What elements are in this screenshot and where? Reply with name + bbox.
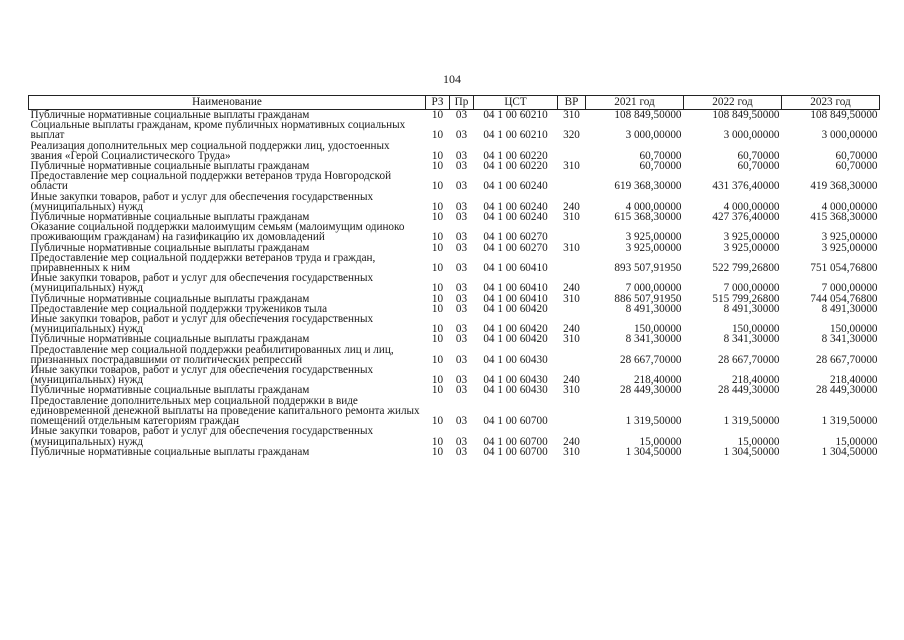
row-pr-cell: 03 — [455, 374, 468, 387]
table-row — [29, 171, 880, 191]
header-2022: 2022 год — [684, 96, 782, 110]
row-name-cell: Иные закупки товаров, работ и услуг для обеспечения государственных (муниципальных) нужд — [30, 425, 374, 448]
row-2022-cell: 150,00000 — [731, 323, 780, 336]
row-2021-cell: 28 449,30000 — [619, 384, 682, 397]
row-2021-cell: 3 925,00000 — [625, 231, 682, 244]
row-2021-cell: 615 368,30000 — [614, 211, 682, 224]
row-name-cell: Публичные нормативные социальные выплаты гражданам — [30, 241, 310, 254]
row-rz-cell: 10 — [431, 323, 444, 336]
row-2023-cell: 150,00000 — [829, 323, 878, 336]
row-rz-cell: 10 — [431, 129, 444, 142]
row-cst-cell: 04 1 00 60410 — [483, 282, 548, 295]
row-2022-cell: 3 925,00000 — [723, 231, 780, 244]
row-cst-cell: 04 1 00 60420 — [483, 323, 548, 336]
table-row — [29, 345, 880, 365]
row-pr-cell: 03 — [455, 333, 468, 346]
row-2021-cell: 60,70000 — [639, 160, 682, 173]
row-2022-cell: 60,70000 — [737, 149, 780, 162]
row-2023-cell: 1 319,50000 — [821, 415, 878, 428]
row-2021-cell: 1 319,50000 — [625, 415, 682, 428]
row-vr-cell — [558, 304, 586, 314]
row-2021-cell: 150,00000 — [633, 323, 682, 336]
row-vr-cell: 240 — [563, 323, 580, 336]
row-rz-cell: 10 — [431, 435, 444, 448]
row-name-cell: Иные закупки товаров, работ и услуг для обеспечения государственных (муниципальных) нужд — [30, 272, 374, 295]
row-pr-cell: 03 — [455, 149, 468, 162]
row-2021-cell: 7 000,00000 — [625, 282, 682, 295]
row-2021-cell: 619 368,30000 — [614, 180, 682, 193]
row-2022-cell: 1 304,50000 — [723, 445, 780, 458]
row-2023-cell: 3 925,00000 — [821, 241, 878, 254]
row-cst-cell: 04 1 00 60270 — [483, 241, 548, 254]
row-2023-cell: 744 054,76800 — [810, 292, 878, 305]
row-name-cell: Публичные нормативные социальные выплаты гражданам — [30, 445, 310, 458]
row-pr-cell: 03 — [455, 129, 468, 142]
header-name: Наименование — [29, 96, 426, 110]
row-name-cell: Предоставление дополнительных мер социальной поддержки в виде единовременной денежной выплаты на проведение капитального ремонта жилых помещений отдельным категориям граждан — [30, 394, 420, 428]
row-rz-cell: 10 — [431, 353, 444, 366]
page-number: 104 — [443, 72, 461, 86]
row-vr-cell: 240 — [563, 374, 580, 387]
row-2022-cell: 8 341,30000 — [723, 333, 780, 346]
row-pr-cell: 03 — [455, 302, 468, 315]
table-row — [29, 222, 880, 242]
row-2022-cell: 3 925,00000 — [723, 241, 780, 254]
row-pr-cell: 03 — [455, 435, 468, 448]
row-pr-cell: 03 — [455, 445, 468, 458]
row-2022-cell: 8 491,30000 — [723, 302, 780, 315]
row-2023-cell: 3 000,00000 — [821, 129, 878, 142]
row-name-cell: Публичные нормативные социальные выплаты гражданам — [30, 211, 310, 224]
row-cst-cell: 04 1 00 60270 — [483, 231, 548, 244]
row-name-cell: Реализация дополнительных мер социальной поддержки лиц, удостоенных звания «Герой Социалистического Труда» — [30, 139, 390, 162]
row-2021-cell: 8 491,30000 — [625, 302, 682, 315]
row-rz-cell: 10 — [431, 200, 444, 213]
row-name-cell: Предоставление мер социальной поддержки ветеранов труда Новгородской области — [30, 170, 392, 193]
row-rz-cell: 10 — [431, 231, 444, 244]
row-2022-cell: 28 449,30000 — [717, 384, 780, 397]
row-vr-cell — [558, 253, 586, 273]
row-2021-cell: 218,40000 — [633, 374, 682, 387]
table-row — [29, 314, 880, 334]
row-vr-cell — [558, 345, 586, 365]
row-name-cell: Оказание социальной поддержки малоимущим семьям (малоимущим одиноко проживающим гражданам) на газификацию их домовладений — [30, 221, 405, 244]
row-2023-cell: 415 368,30000 — [810, 211, 878, 224]
row-vr-cell: 240 — [563, 200, 580, 213]
row-pr-cell: 03 — [455, 262, 468, 275]
row-2022-cell: 4 000,00000 — [723, 200, 780, 213]
row-2021-cell: 60,70000 — [639, 149, 682, 162]
row-2023-cell: 419 368,30000 — [810, 180, 878, 193]
row-pr-cell: 03 — [455, 384, 468, 397]
table-row — [29, 120, 880, 140]
row-rz-cell: 10 — [431, 160, 444, 173]
row-2021-cell: 28 667,70000 — [619, 353, 682, 366]
row-vr-cell: 310 — [563, 333, 580, 346]
row-2023-cell: 28 449,30000 — [815, 384, 878, 397]
row-cst-cell: 04 1 00 60420 — [483, 302, 548, 315]
row-2021-cell: 1 304,50000 — [625, 445, 682, 458]
row-2022-cell: 431 376,40000 — [712, 180, 780, 193]
row-2023-cell: 60,70000 — [835, 160, 878, 173]
row-pr-cell: 03 — [455, 323, 468, 336]
row-rz-cell: 10 — [431, 262, 444, 275]
row-name-cell: Предоставление мер социальной поддержки реабилитированных лиц и лиц, признанных пострадавшими от политических репрессий — [30, 343, 394, 366]
header-2021: 2021 год — [586, 96, 684, 110]
row-2021-cell: 8 341,30000 — [625, 333, 682, 346]
row-2021-cell: 3 925,00000 — [625, 241, 682, 254]
row-cst-cell: 04 1 00 60430 — [483, 384, 548, 397]
row-name-cell: Публичные нормативные социальные выплаты гражданам — [30, 160, 310, 173]
row-cst-cell: 04 1 00 60410 — [483, 292, 548, 305]
row-2021-cell: 4 000,00000 — [625, 200, 682, 213]
row-2022-cell: 1 319,50000 — [723, 415, 780, 428]
row-vr-cell: 310 — [563, 109, 580, 121]
row-cst-cell: 04 1 00 60240 — [483, 200, 548, 213]
row-vr-cell: 310 — [563, 384, 580, 397]
table-row — [29, 141, 880, 161]
row-vr-cell: 240 — [563, 282, 580, 295]
row-2023-cell: 4 000,00000 — [821, 200, 878, 213]
row-pr-cell: 03 — [455, 415, 468, 428]
row-rz-cell: 10 — [431, 109, 444, 121]
row-2022-cell: 7 000,00000 — [723, 282, 780, 295]
row-cst-cell: 04 1 00 60700 — [483, 435, 548, 448]
row-2021-cell: 893 507,91950 — [614, 262, 682, 275]
header-rz: РЗ — [426, 96, 450, 110]
table-row — [29, 447, 880, 457]
table-row — [29, 273, 880, 293]
row-pr-cell: 03 — [455, 282, 468, 295]
row-rz-cell: 10 — [431, 282, 444, 295]
header-2023: 2023 год — [782, 96, 880, 110]
row-2023-cell: 1 304,50000 — [821, 445, 878, 458]
row-rz-cell: 10 — [431, 180, 444, 193]
header-pr: Пр — [450, 96, 474, 110]
row-cst-cell: 04 1 00 60430 — [483, 374, 548, 387]
row-name-cell: Предоставление мер социальной поддержки ветеранов труда и граждан, приравненных к ним — [30, 251, 376, 275]
row-2021-cell: 108 849,50000 — [614, 109, 682, 121]
row-pr-cell: 03 — [455, 109, 468, 121]
row-vr-cell — [558, 396, 586, 427]
row-name-cell: Публичные нормативные социальные выплаты гражданам — [30, 292, 310, 305]
row-pr-cell: 03 — [455, 353, 468, 366]
row-cst-cell: 04 1 00 60700 — [483, 445, 548, 458]
header-cst: ЦСТ — [474, 96, 558, 110]
row-2023-cell: 8 341,30000 — [821, 333, 878, 346]
row-vr-cell — [558, 171, 586, 191]
table-row — [29, 426, 880, 446]
row-pr-cell: 03 — [455, 241, 468, 254]
row-cst-cell: 04 1 00 60410 — [483, 262, 548, 275]
row-pr-cell: 03 — [455, 160, 468, 173]
row-vr-cell: 310 — [563, 445, 580, 458]
row-name-cell: Иные закупки товаров, работ и услуг для обеспечения государственных (муниципальных) нужд — [30, 313, 374, 336]
row-name-cell: Иные закупки товаров, работ и услуг для обеспечения государственных (муниципальных) нужд — [30, 190, 374, 213]
row-2023-cell: 15,00000 — [835, 435, 878, 448]
row-vr-cell: 310 — [563, 160, 580, 173]
row-pr-cell: 03 — [455, 211, 468, 224]
row-2021-cell: 3 000,00000 — [625, 129, 682, 142]
row-rz-cell: 10 — [431, 241, 444, 254]
row-2023-cell: 218,40000 — [829, 374, 878, 387]
row-2021-cell: 15,00000 — [639, 435, 682, 448]
row-vr-cell: 240 — [563, 435, 580, 448]
row-cst-cell: 04 1 00 60240 — [483, 211, 548, 224]
row-cst-cell: 04 1 00 60240 — [483, 180, 548, 193]
table-row — [29, 253, 880, 273]
row-2023-cell: 28 667,70000 — [815, 353, 878, 366]
row-name-cell: Публичные нормативные социальные выплаты гражданам — [30, 384, 310, 397]
row-2022-cell: 3 000,00000 — [723, 129, 780, 142]
row-2022-cell: 218,40000 — [731, 374, 780, 387]
table-row — [29, 192, 880, 212]
row-rz-cell: 10 — [431, 445, 444, 458]
row-2022-cell: 522 799,26800 — [712, 262, 780, 275]
row-pr-cell: 03 — [455, 292, 468, 305]
row-rz-cell: 10 — [431, 211, 444, 224]
row-cst-cell: 04 1 00 60210 — [483, 129, 548, 142]
row-name-cell: Иные закупки товаров, работ и услуг для обеспечения государственных (муниципальных) нужд — [30, 364, 374, 387]
row-cst-cell: 04 1 00 60430 — [483, 353, 548, 366]
row-name-cell: Предоставление мер социальной поддержки тружеников тыла — [30, 302, 328, 315]
row-2023-cell: 60,70000 — [835, 149, 878, 162]
row-rz-cell: 10 — [431, 333, 444, 346]
row-2023-cell: 108 849,50000 — [810, 109, 878, 121]
row-vr-cell — [558, 141, 586, 161]
row-2023-cell: 751 054,76800 — [810, 262, 878, 275]
row-vr-cell: 310 — [563, 292, 580, 305]
row-rz-cell: 10 — [431, 374, 444, 387]
row-name-cell: Публичные нормативные социальные выплаты гражданам — [30, 109, 310, 121]
row-name-cell: Социальные выплаты гражданам, кроме публичных нормативных социальных выплат — [30, 119, 406, 142]
budget-table — [28, 95, 880, 457]
row-pr-cell: 03 — [455, 180, 468, 193]
row-2022-cell: 28 667,70000 — [717, 353, 780, 366]
row-rz-cell: 10 — [431, 415, 444, 428]
row-2021-cell: 886 507,91950 — [614, 292, 682, 305]
row-2022-cell: 60,70000 — [737, 160, 780, 173]
row-rz-cell: 10 — [431, 302, 444, 315]
row-vr-cell — [558, 222, 586, 242]
row-2023-cell: 7 000,00000 — [821, 282, 878, 295]
row-vr-cell: 310 — [563, 241, 580, 254]
row-vr-cell: 310 — [563, 211, 580, 224]
row-2022-cell: 427 376,40000 — [712, 211, 780, 224]
row-cst-cell: 04 1 00 60210 — [483, 109, 548, 121]
row-rz-cell: 10 — [431, 149, 444, 162]
row-pr-cell: 03 — [455, 231, 468, 244]
header-row — [29, 96, 880, 110]
row-name-cell: Публичные нормативные социальные выплаты гражданам — [30, 333, 310, 346]
row-cst-cell: 04 1 00 60220 — [483, 149, 548, 162]
row-cst-cell: 04 1 00 60420 — [483, 333, 548, 346]
row-2022-cell: 15,00000 — [737, 435, 780, 448]
table-body — [29, 110, 880, 457]
row-pr-cell: 03 — [455, 200, 468, 213]
row-cst-cell: 04 1 00 60700 — [483, 415, 548, 428]
row-2022-cell: 108 849,50000 — [712, 109, 780, 121]
row-2023-cell: 8 491,30000 — [821, 302, 878, 315]
row-vr-cell: 320 — [563, 129, 580, 142]
row-2023-cell: 3 925,00000 — [821, 231, 878, 244]
table-row — [29, 365, 880, 385]
row-2022-cell: 515 799,26800 — [712, 292, 780, 305]
row-cst-cell: 04 1 00 60220 — [483, 160, 548, 173]
header-vr: ВР — [558, 96, 586, 110]
row-rz-cell: 10 — [431, 292, 444, 305]
table-row — [29, 396, 880, 427]
row-rz-cell: 10 — [431, 384, 444, 397]
